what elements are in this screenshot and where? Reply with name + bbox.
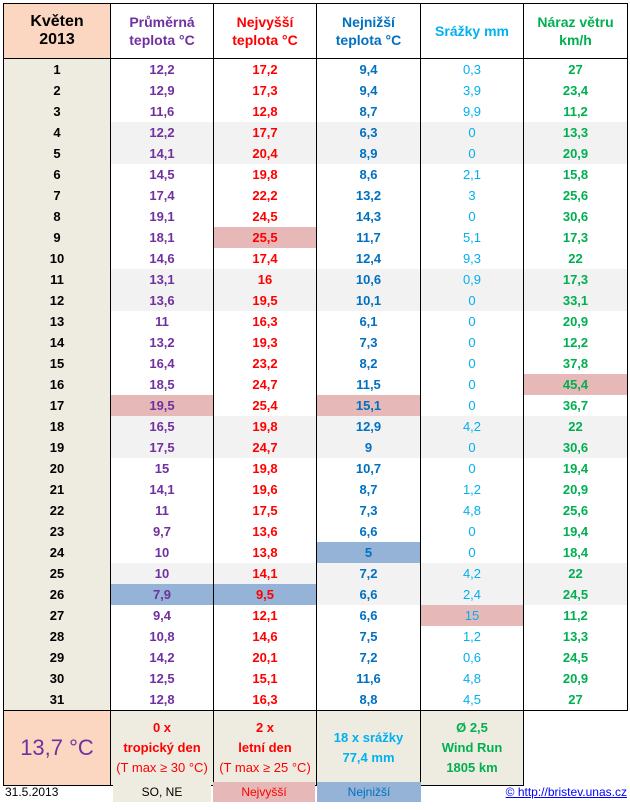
table-row bbox=[4, 59, 628, 81]
min-temp-cell: 15,1 bbox=[317, 395, 421, 416]
summary-wind-avg: Ø 2,5 bbox=[456, 720, 488, 735]
summary-min-label: letní den bbox=[238, 740, 292, 755]
rain-cell: 4,2 bbox=[421, 416, 524, 437]
legend-weekend: SO, NE bbox=[113, 782, 211, 802]
avg-temp-cell: 18,1 bbox=[111, 227, 214, 248]
min-temp-cell: 6,3 bbox=[317, 122, 421, 143]
year-label: 2013 bbox=[39, 31, 75, 48]
header-max-line2: teplota °C bbox=[232, 32, 298, 48]
max-temp-cell: 19,5 bbox=[214, 290, 317, 311]
footer-date: 31.5.2013 bbox=[5, 785, 59, 799]
avg-temp-cell: 15 bbox=[111, 458, 214, 479]
header-avg-line2: teplota °C bbox=[129, 32, 195, 48]
rain-cell: 4,8 bbox=[421, 500, 524, 521]
day-cell: 14 bbox=[4, 332, 111, 353]
avg-temp-cell: 9,7 bbox=[111, 521, 214, 542]
wind-cell: 27 bbox=[524, 59, 628, 81]
max-temp-cell: 14,1 bbox=[214, 563, 317, 584]
max-temp-cell: 19,8 bbox=[214, 416, 317, 437]
day-cell: 12 bbox=[4, 290, 111, 311]
avg-temp-cell: 16,4 bbox=[111, 353, 214, 374]
day-cell: 10 bbox=[4, 248, 111, 269]
header-wind-line2: km/h bbox=[559, 32, 592, 48]
max-temp-cell: 17,2 bbox=[214, 59, 317, 81]
summary-wind-run: 1805 km bbox=[446, 760, 498, 775]
min-temp-cell: 8,8 bbox=[317, 689, 421, 711]
avg-temp-cell: 14,1 bbox=[111, 479, 214, 500]
min-temp-cell: 6,6 bbox=[317, 584, 421, 605]
table-row bbox=[4, 353, 628, 374]
min-temp-cell: 12,4 bbox=[317, 248, 421, 269]
summary-max-count: 0 x bbox=[152, 720, 172, 735]
wind-cell: 11,2 bbox=[524, 101, 628, 122]
rain-cell: 1,2 bbox=[421, 626, 524, 647]
table-row bbox=[4, 521, 628, 542]
max-temp-cell: 24,7 bbox=[214, 437, 317, 458]
avg-temp-cell: 16,5 bbox=[111, 416, 214, 437]
summary-wind bbox=[421, 711, 524, 786]
min-temp-cell: 8,7 bbox=[317, 479, 421, 500]
rain-cell: 0 bbox=[421, 353, 524, 374]
summary-max-label: tropický den bbox=[123, 740, 201, 755]
summary-wind-label: Wind Run bbox=[441, 740, 503, 755]
table-row bbox=[4, 563, 628, 584]
avg-temp-cell: 14,1 bbox=[111, 143, 214, 164]
max-temp-cell: 13,6 bbox=[214, 521, 317, 542]
avg-temp-cell: 18,5 bbox=[111, 374, 214, 395]
day-cell: 3 bbox=[4, 101, 111, 122]
header-min-line1: Nejnižší bbox=[342, 14, 395, 30]
day-cell: 23 bbox=[4, 521, 111, 542]
wind-cell: 20,9 bbox=[524, 143, 628, 164]
rain-cell: 3 bbox=[421, 185, 524, 206]
avg-temp-cell: 12,9 bbox=[111, 80, 214, 101]
table-row bbox=[4, 542, 628, 563]
header-rain-label: Srážky mm bbox=[435, 23, 509, 39]
min-temp-cell: 5 bbox=[317, 542, 421, 563]
table-row bbox=[4, 269, 628, 290]
avg-temp-cell: 7,9 bbox=[111, 584, 214, 605]
avg-temp-cell: 14,6 bbox=[111, 248, 214, 269]
wind-cell: 45,4 bbox=[524, 374, 628, 395]
max-temp-cell: 17,3 bbox=[214, 80, 317, 101]
rain-cell: 2,4 bbox=[421, 584, 524, 605]
max-temp-cell: 24,5 bbox=[214, 206, 317, 227]
min-temp-cell: 8,7 bbox=[317, 101, 421, 122]
day-cell: 6 bbox=[4, 164, 111, 185]
table-row bbox=[4, 458, 628, 479]
header-month bbox=[4, 4, 111, 59]
min-temp-cell: 8,6 bbox=[317, 164, 421, 185]
table-row bbox=[4, 500, 628, 521]
wind-cell: 15,8 bbox=[524, 164, 628, 185]
source-link-text[interactable]: © http://bristev.unas.cz bbox=[505, 785, 627, 799]
wind-cell: 18,4 bbox=[524, 542, 628, 563]
rain-cell: 2,1 bbox=[421, 164, 524, 185]
wind-cell: 20,9 bbox=[524, 668, 628, 689]
max-temp-cell: 19,6 bbox=[214, 479, 317, 500]
max-temp-cell: 25,5 bbox=[214, 227, 317, 248]
min-temp-cell: 11,6 bbox=[317, 668, 421, 689]
min-temp-cell: 13,2 bbox=[317, 185, 421, 206]
day-cell: 22 bbox=[4, 500, 111, 521]
table-row bbox=[4, 248, 628, 269]
day-cell: 15 bbox=[4, 353, 111, 374]
header-max-line1: Nejvyšší bbox=[236, 14, 294, 30]
wind-cell: 20,9 bbox=[524, 479, 628, 500]
min-temp-cell: 12,9 bbox=[317, 416, 421, 437]
wind-cell: 30,6 bbox=[524, 206, 628, 227]
day-cell: 28 bbox=[4, 626, 111, 647]
max-temp-cell: 19,8 bbox=[214, 458, 317, 479]
avg-temp-cell: 11,6 bbox=[111, 101, 214, 122]
table-row bbox=[4, 605, 628, 626]
table-row bbox=[4, 416, 628, 437]
min-temp-cell: 14,3 bbox=[317, 206, 421, 227]
min-temp-cell: 7,5 bbox=[317, 626, 421, 647]
day-cell: 8 bbox=[4, 206, 111, 227]
rain-cell: 0 bbox=[421, 290, 524, 311]
header-rain bbox=[421, 4, 524, 59]
source-link[interactable] bbox=[423, 782, 627, 802]
max-temp-cell: 17,4 bbox=[214, 248, 317, 269]
table-row bbox=[4, 584, 628, 605]
rain-cell: 0 bbox=[421, 311, 524, 332]
table-row bbox=[4, 332, 628, 353]
wind-cell: 19,4 bbox=[524, 458, 628, 479]
day-cell: 24 bbox=[4, 542, 111, 563]
wind-cell: 25,6 bbox=[524, 500, 628, 521]
day-cell: 31 bbox=[4, 689, 111, 711]
table-row bbox=[4, 311, 628, 332]
header-max-temp bbox=[214, 4, 317, 59]
min-temp-cell: 7,3 bbox=[317, 500, 421, 521]
legend-lowest: Nejnižší bbox=[317, 782, 421, 802]
rain-cell: 0 bbox=[421, 374, 524, 395]
day-cell: 30 bbox=[4, 668, 111, 689]
min-temp-cell: 9,4 bbox=[317, 59, 421, 81]
avg-temp-cell: 12,8 bbox=[111, 689, 214, 711]
wind-cell: 13,3 bbox=[524, 122, 628, 143]
summary-rain bbox=[317, 711, 421, 786]
summary-row bbox=[4, 711, 628, 786]
min-temp-cell: 9,4 bbox=[317, 80, 421, 101]
table-row bbox=[4, 668, 628, 689]
rain-cell: 0 bbox=[421, 521, 524, 542]
rain-cell: 0 bbox=[421, 143, 524, 164]
max-temp-cell: 19,8 bbox=[214, 164, 317, 185]
rain-cell: 9,9 bbox=[421, 101, 524, 122]
header-wind-line1: Náraz větru bbox=[537, 14, 614, 30]
wind-cell: 11,2 bbox=[524, 605, 628, 626]
min-temp-cell: 10,6 bbox=[317, 269, 421, 290]
max-temp-cell: 20,4 bbox=[214, 143, 317, 164]
day-cell: 2 bbox=[4, 80, 111, 101]
day-cell: 26 bbox=[4, 584, 111, 605]
min-temp-cell: 6,6 bbox=[317, 521, 421, 542]
header-avg-temp bbox=[111, 4, 214, 59]
max-temp-cell: 23,2 bbox=[214, 353, 317, 374]
summary-max bbox=[111, 711, 214, 786]
table-row bbox=[4, 101, 628, 122]
max-temp-cell: 9,5 bbox=[214, 584, 317, 605]
avg-temp-cell: 17,5 bbox=[111, 437, 214, 458]
min-temp-cell: 8,9 bbox=[317, 143, 421, 164]
min-temp-cell: 11,7 bbox=[317, 227, 421, 248]
summary-min-note: (T max ≥ 25 °C) bbox=[219, 760, 311, 775]
table-body bbox=[4, 59, 628, 711]
rain-cell: 0,3 bbox=[421, 59, 524, 81]
wind-cell: 30,6 bbox=[524, 437, 628, 458]
rain-cell: 0 bbox=[421, 542, 524, 563]
table-row bbox=[4, 395, 628, 416]
rain-cell: 4,5 bbox=[421, 689, 524, 711]
avg-temp-cell: 11 bbox=[111, 311, 214, 332]
table-row bbox=[4, 227, 628, 248]
table-row bbox=[4, 626, 628, 647]
wind-cell: 17,3 bbox=[524, 269, 628, 290]
max-temp-cell: 16 bbox=[214, 269, 317, 290]
wind-cell: 24,5 bbox=[524, 584, 628, 605]
max-temp-cell: 15,1 bbox=[214, 668, 317, 689]
day-cell: 17 bbox=[4, 395, 111, 416]
rain-cell: 0,6 bbox=[421, 647, 524, 668]
wind-cell: 17,3 bbox=[524, 227, 628, 248]
max-temp-cell: 14,6 bbox=[214, 626, 317, 647]
day-cell: 7 bbox=[4, 185, 111, 206]
min-temp-cell: 9 bbox=[317, 437, 421, 458]
table-row bbox=[4, 647, 628, 668]
day-cell: 29 bbox=[4, 647, 111, 668]
table-row bbox=[4, 143, 628, 164]
min-temp-cell: 11,5 bbox=[317, 374, 421, 395]
min-temp-cell: 7,3 bbox=[317, 332, 421, 353]
rain-cell: 1,2 bbox=[421, 479, 524, 500]
min-temp-cell: 10,7 bbox=[317, 458, 421, 479]
rain-cell: 0 bbox=[421, 437, 524, 458]
min-temp-cell: 7,2 bbox=[317, 647, 421, 668]
max-temp-cell: 16,3 bbox=[214, 689, 317, 711]
rain-cell: 0 bbox=[421, 206, 524, 227]
avg-temp-cell: 9,4 bbox=[111, 605, 214, 626]
avg-temp-cell: 10,8 bbox=[111, 626, 214, 647]
wind-cell: 19,4 bbox=[524, 521, 628, 542]
day-cell: 25 bbox=[4, 563, 111, 584]
table-row bbox=[4, 164, 628, 185]
wind-cell: 24,5 bbox=[524, 647, 628, 668]
table-row bbox=[4, 437, 628, 458]
wind-cell: 22 bbox=[524, 416, 628, 437]
summary-rain-total: 77,4 mm bbox=[342, 750, 395, 765]
day-cell: 11 bbox=[4, 269, 111, 290]
rain-cell: 0 bbox=[421, 458, 524, 479]
rain-cell: 15 bbox=[421, 605, 524, 626]
day-cell: 21 bbox=[4, 479, 111, 500]
max-temp-cell: 16,3 bbox=[214, 311, 317, 332]
table-row bbox=[4, 122, 628, 143]
avg-temp-cell: 19,1 bbox=[111, 206, 214, 227]
summary-avg: 13,7 °C bbox=[4, 711, 111, 786]
max-temp-cell: 12,8 bbox=[214, 101, 317, 122]
table-row bbox=[4, 80, 628, 101]
header-row bbox=[4, 4, 628, 59]
rain-cell: 4,2 bbox=[421, 563, 524, 584]
max-temp-cell: 19,3 bbox=[214, 332, 317, 353]
table-row bbox=[4, 206, 628, 227]
wind-cell: 20,9 bbox=[524, 311, 628, 332]
min-temp-cell: 10,1 bbox=[317, 290, 421, 311]
rain-cell: 4,8 bbox=[421, 668, 524, 689]
rain-cell: 0,9 bbox=[421, 269, 524, 290]
avg-temp-cell: 12,5 bbox=[111, 668, 214, 689]
min-temp-cell: 6,6 bbox=[317, 605, 421, 626]
header-min-temp bbox=[317, 4, 421, 59]
day-cell: 27 bbox=[4, 605, 111, 626]
rain-cell: 0 bbox=[421, 332, 524, 353]
header-wind bbox=[524, 4, 628, 59]
day-cell: 1 bbox=[4, 59, 111, 81]
wind-cell: 22 bbox=[524, 563, 628, 584]
rain-cell: 3,9 bbox=[421, 80, 524, 101]
avg-temp-cell: 19,5 bbox=[111, 395, 214, 416]
avg-temp-cell: 13,6 bbox=[111, 290, 214, 311]
max-temp-cell: 24,7 bbox=[214, 374, 317, 395]
wind-cell: 13,3 bbox=[524, 626, 628, 647]
wind-cell: 27 bbox=[524, 689, 628, 711]
min-temp-cell: 7,2 bbox=[317, 563, 421, 584]
avg-temp-cell: 11 bbox=[111, 500, 214, 521]
day-cell: 5 bbox=[4, 143, 111, 164]
legend-footer bbox=[3, 782, 627, 804]
min-temp-cell: 6,1 bbox=[317, 311, 421, 332]
max-temp-cell: 17,7 bbox=[214, 122, 317, 143]
max-temp-cell: 17,5 bbox=[214, 500, 317, 521]
avg-temp-cell: 12,2 bbox=[111, 59, 214, 81]
avg-temp-cell: 14,5 bbox=[111, 164, 214, 185]
day-cell: 13 bbox=[4, 311, 111, 332]
rain-cell: 5,1 bbox=[421, 227, 524, 248]
day-cell: 9 bbox=[4, 227, 111, 248]
day-cell: 19 bbox=[4, 437, 111, 458]
min-temp-cell: 8,2 bbox=[317, 353, 421, 374]
summary-rain-count: 18 x srážky bbox=[333, 730, 404, 745]
avg-temp-cell: 12,2 bbox=[111, 122, 214, 143]
max-temp-cell: 12,1 bbox=[214, 605, 317, 626]
month-label: Květen bbox=[30, 13, 84, 30]
summary-max-note: (T max ≥ 30 °C) bbox=[116, 760, 208, 775]
rain-cell: 0 bbox=[421, 395, 524, 416]
avg-temp-cell: 10 bbox=[111, 563, 214, 584]
max-temp-cell: 20,1 bbox=[214, 647, 317, 668]
avg-temp-cell: 13,2 bbox=[111, 332, 214, 353]
header-avg-line1: Průměrná bbox=[129, 14, 195, 30]
avg-temp-cell: 17,4 bbox=[111, 185, 214, 206]
summary-min-count: 2 x bbox=[255, 720, 275, 735]
legend-highest: Nejvyšší bbox=[213, 782, 315, 802]
wind-cell: 36,7 bbox=[524, 395, 628, 416]
weather-table bbox=[3, 3, 628, 786]
day-cell: 18 bbox=[4, 416, 111, 437]
rain-cell: 0 bbox=[421, 122, 524, 143]
avg-temp-cell: 10 bbox=[111, 542, 214, 563]
avg-temp-cell: 13,1 bbox=[111, 269, 214, 290]
max-temp-cell: 13,8 bbox=[214, 542, 317, 563]
table-row bbox=[4, 290, 628, 311]
table-row bbox=[4, 185, 628, 206]
day-cell: 20 bbox=[4, 458, 111, 479]
wind-cell: 33,1 bbox=[524, 290, 628, 311]
header-min-line2: teplota °C bbox=[335, 32, 402, 48]
wind-cell: 22 bbox=[524, 248, 628, 269]
wind-cell: 12,2 bbox=[524, 332, 628, 353]
max-temp-cell: 25,4 bbox=[214, 395, 317, 416]
wind-cell: 25,6 bbox=[524, 185, 628, 206]
wind-cell: 37,8 bbox=[524, 353, 628, 374]
table-row bbox=[4, 374, 628, 395]
table-row bbox=[4, 689, 628, 711]
wind-cell: 23,4 bbox=[524, 80, 628, 101]
day-cell: 16 bbox=[4, 374, 111, 395]
max-temp-cell: 22,2 bbox=[214, 185, 317, 206]
rain-cell: 9,3 bbox=[421, 248, 524, 269]
summary-min bbox=[214, 711, 317, 786]
table-row bbox=[4, 479, 628, 500]
day-cell: 4 bbox=[4, 122, 111, 143]
avg-temp-cell: 14,2 bbox=[111, 647, 214, 668]
